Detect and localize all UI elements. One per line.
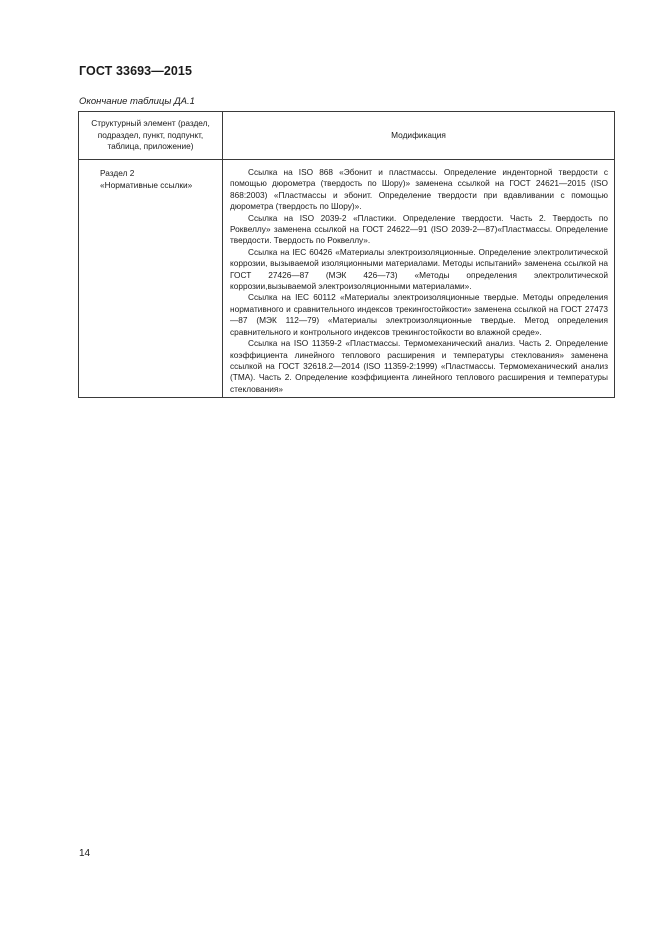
modification-table xyxy=(78,111,615,398)
modification-paragraph: Ссылка на ISO 11359-2 «Пластмассы. Термомеханический анализ. Часть 2. Определение коэффициента линейного теплового расширения и температуры стеклования» заменена ссылкой на ГОСТ 32618.2—2014 (ISO 11359-2:1999) «Пластмассы. Термомеханический анализ (ТМА). Часть 2. Определение коэффициента линейного теплового расширения и температуры стеклования» xyxy=(230,338,608,394)
header-structural-element: Структурный элемент (раздел, подраздел, пункт, подпункт, таблица, приложение) xyxy=(79,112,223,160)
modification-paragraph: Ссылка на ISO 2039-2 «Пластики. Определение твердости. Часть 2. Твердость по Роквеллу» заменена ссылкой на ГОСТ 24622—91 (ISO 2039-2—87)«Пластмассы. Определение твердости. Твердость по Роквеллу». xyxy=(230,212,608,246)
modification-paragraph: Ссылка на ISO 868 «Эбонит и пластмассы. Определение инденторной твердости с помощью дюрометра (твердость по Шору)» заменена ссылкой на ГОСТ 24621—2015 (ISO 868:2003) «Пластмассы и эбонит. Определение твердости при вдавливании с помощью дюрометра (твердость по Шору)». xyxy=(230,167,608,212)
table-header-row xyxy=(79,112,615,160)
structural-element-cell xyxy=(79,160,223,398)
page-number: 14 xyxy=(79,848,91,859)
modification-cell xyxy=(223,160,615,398)
table-row xyxy=(79,160,615,398)
modification-paragraph: Ссылка на IEC 60112 «Материалы электроизоляционные твердые. Методы определения нормативного и сравнительного индексов трекингостойкости» заменена ссылкой на ГОСТ 27473—87 (МЭК 112—79) «Материалы электроизоляционные твердые. Метод определения сравнительного и контрольного индексов трекингостойкости во влажной среде». xyxy=(230,292,608,337)
document-code: ГОСТ 33693—2015 xyxy=(79,64,193,78)
modification-paragraph: Ссылка на IEC 60426 «Материалы электроизоляционные. Определение электролитической коррозии, вызываемой изоляционными материалами. Методы испытаний» заменена ссылкой на ГОСТ 27426—87 (МЭК 426—73) «Методы определения электролитической коррозии,вызываемой электроизоляционными материалами». xyxy=(230,246,608,292)
element-title: «Нормативные ссылки» xyxy=(100,179,193,190)
element-section: Раздел 2 xyxy=(100,168,135,178)
table-caption: Окончание таблицы ДА.1 xyxy=(79,96,195,107)
header-modification: Модификация xyxy=(223,112,615,160)
